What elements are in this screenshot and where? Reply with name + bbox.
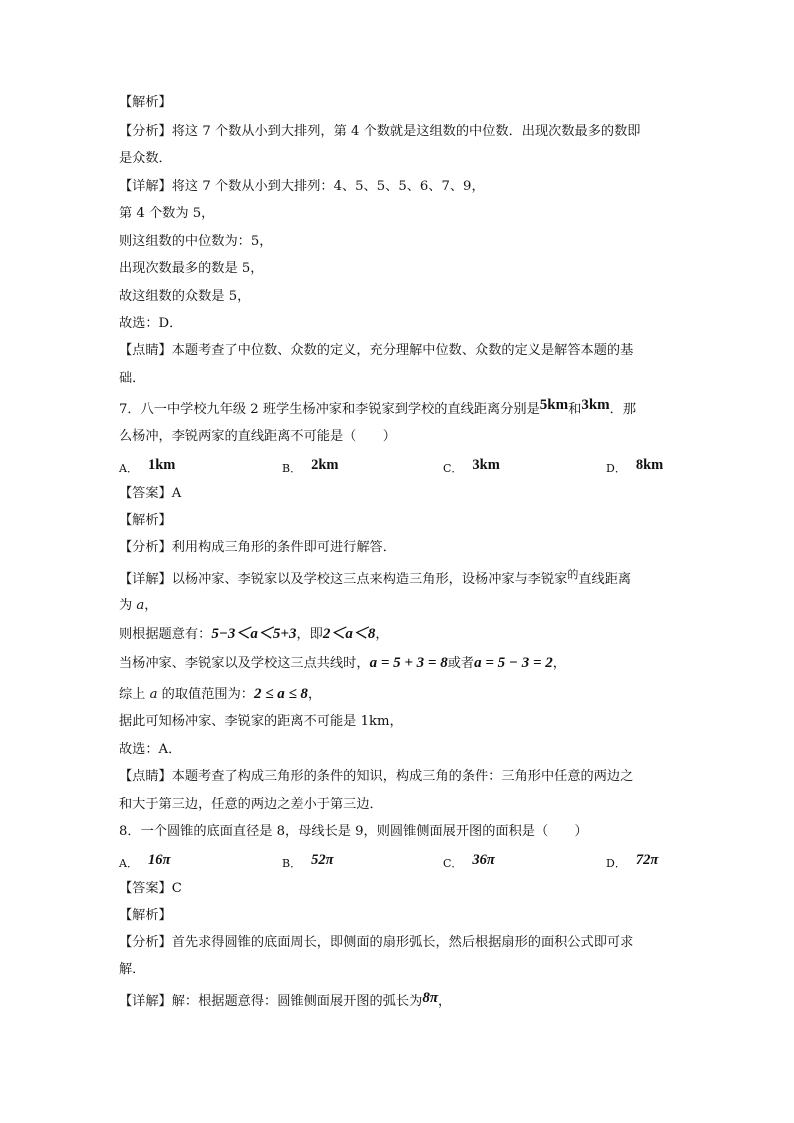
q7-option-b[interactable] xyxy=(282,459,339,478)
q6-comment-line2: 础． xyxy=(119,371,146,386)
q8-detail-end: ， xyxy=(438,994,452,1009)
q7-formula-inequality2: 2＜a＜8 xyxy=(322,626,376,642)
q7-detail-line3 xyxy=(119,625,389,644)
q8-option-c-value: 36π xyxy=(472,852,495,868)
q7-detail-line3-text: 则根据题意有： xyxy=(119,627,212,642)
q7-detail-line2-end: ， xyxy=(144,598,158,613)
q8-answer: 【答案】C xyxy=(119,881,182,896)
q6-analysis-line2: 是众数． xyxy=(119,151,172,166)
q7-stem-end: ．那 xyxy=(609,402,637,417)
q7-stem-distance1: 5km xyxy=(539,397,569,413)
q7-detail-line3-ji: ，即 xyxy=(296,627,323,642)
q7-option-c[interactable] xyxy=(443,459,500,478)
q7-analysis: 【分析】利用构成三角形的条件即可进行解答． xyxy=(119,540,396,555)
q7-formula-sum: a = 5 + 3 = 8 xyxy=(369,655,448,671)
q6-detail-step3: 出现次数最多的数是 5， xyxy=(119,261,264,276)
q7-option-a[interactable] xyxy=(119,459,175,478)
q8-option-c-label: C． xyxy=(443,857,463,870)
q6-detail-step4: 故这组数的众数是 5， xyxy=(119,289,251,304)
q7-formula-inequality1: 5−3＜a＜5+3 xyxy=(211,626,297,642)
q7-detail-line4 xyxy=(119,654,566,673)
q6-detail-line1: 【详解】将这 7 个数从小到大排列：4、5、5、5、6、7、9， xyxy=(119,179,485,194)
q8-option-d[interactable] xyxy=(606,854,658,873)
q7-stem-line2: 么杨冲，李锐两家的直线距离不可能是（ ） xyxy=(119,429,396,444)
q7-detail-line1-end: 直线距离 xyxy=(578,572,632,587)
q7-option-c-value: 3km xyxy=(472,457,500,473)
q7-detail-line5-mid: 的取值范围为： xyxy=(157,687,254,702)
q7-detail-line5-text: 综上 xyxy=(119,687,150,702)
q8-option-c[interactable] xyxy=(443,854,495,873)
q7-detail-line3-end: ， xyxy=(375,627,389,642)
q7-jiexi-heading: 【解析】 xyxy=(119,513,172,528)
q8-option-b-label: B． xyxy=(282,857,302,870)
q8-jiexi-heading: 【解析】 xyxy=(119,908,172,923)
q8-detail-line1 xyxy=(119,992,451,1011)
q7-detail-line4-text: 当杨冲家、李锐家以及学校这三点共线时， xyxy=(119,656,370,671)
q7-option-d[interactable] xyxy=(606,459,663,478)
q6-jiexi-heading: 【解析】 xyxy=(119,95,172,110)
q7-detail-line2-text: 为 xyxy=(119,598,137,613)
q8-option-b-value: 52π xyxy=(311,852,334,868)
q7-detail-line1 xyxy=(119,568,632,589)
q8-option-a-label: A． xyxy=(119,857,138,870)
q7-detail-line4-end: ， xyxy=(552,656,566,671)
q8-option-d-value: 72π xyxy=(635,852,659,868)
q7-detail-line5-end: ， xyxy=(307,687,322,702)
q6-analysis-line1: 【分析】将这 7 个数从小到大排列，第 4 个数就是这组数的中位数．出现次数最多的数即 xyxy=(119,124,641,139)
q7-option-b-value: 2km xyxy=(311,457,339,473)
q7-comment-line1: 【点睛】本题考查了构成三角形的条件的知识，构成三角的条件：三角形中任意的两边之 xyxy=(119,769,634,784)
q7-detail-line6: 据此可知杨冲家、李锐家的距离不可能是 1km， xyxy=(119,714,403,729)
q7-answer: 【答案】A xyxy=(119,486,182,501)
q7-detail-line5 xyxy=(119,685,321,704)
q6-choose: 故选：D． xyxy=(119,316,183,331)
q8-detail-text: 【详解】解：根据题意得：圆锥侧面展开图的弧长为 xyxy=(119,994,423,1009)
q8-analysis-line1: 【分析】首先求得圆锥的底面周长，即侧面的扇形弧长，然后根据扇形的面积公式即可求 xyxy=(119,935,634,950)
q8-option-d-label: D． xyxy=(606,857,626,870)
q6-detail-step2: 则这组数的中位数为：5， xyxy=(119,234,273,249)
q7-formula-diff: a = 5 − 3 = 2 xyxy=(474,655,553,671)
q7-option-a-value: 1km xyxy=(147,457,176,473)
q7-detail-line1-de: 的 xyxy=(567,568,579,581)
q7-detail-var-a: a xyxy=(136,598,145,613)
q8-option-a-value: 16π xyxy=(147,852,171,868)
q7-option-d-label: D． xyxy=(606,462,626,475)
q7-detail-line5-var: a xyxy=(149,687,158,702)
q7-stem-text: 7．八一中学校九年级 2 班学生杨冲家和李锐家到学校的直线距离分别是 xyxy=(119,402,540,417)
q7-formula-range: 2 ≤ a ≤ 8 xyxy=(253,686,308,702)
q7-comment-line2: 和大于第三边，任意的两边之差小于第三边． xyxy=(119,797,383,812)
q7-option-b-label: B． xyxy=(282,462,302,475)
q6-comment-line1: 【点睛】本题考查了中位数、众数的定义，充分理解中位数、众数的定义是解答本题的基 xyxy=(119,343,634,358)
q8-option-a[interactable] xyxy=(119,854,170,873)
q8-analysis-line2: 解． xyxy=(119,962,146,977)
q7-option-a-label: A． xyxy=(119,462,138,475)
q7-stem-line1 xyxy=(119,397,637,419)
q8-option-b[interactable] xyxy=(282,854,334,873)
q7-stem-and: 和 xyxy=(568,402,582,417)
q7-detail-line4-or: 或者 xyxy=(447,656,475,671)
q6-detail-step1: 第 4 个数为 5， xyxy=(119,206,215,221)
q7-option-d-value: 8km xyxy=(635,457,664,473)
q7-detail-line2 xyxy=(119,597,157,615)
q8-formula-arc: 8π xyxy=(422,990,439,1006)
q7-detail-line1-text: 【详解】以杨冲家、李锐家以及学校这三点来构造三角形，设杨冲家与李锐家 xyxy=(119,572,568,587)
q7-choose: 故选：A． xyxy=(119,742,182,757)
q7-option-c-label: C． xyxy=(443,462,463,475)
q7-stem-distance2: 3km xyxy=(581,397,610,413)
q8-stem: 8．一个圆锥的底面直径是 8，母线长是 9，则圆锥侧面展开图的面积是（ ） xyxy=(119,824,588,839)
